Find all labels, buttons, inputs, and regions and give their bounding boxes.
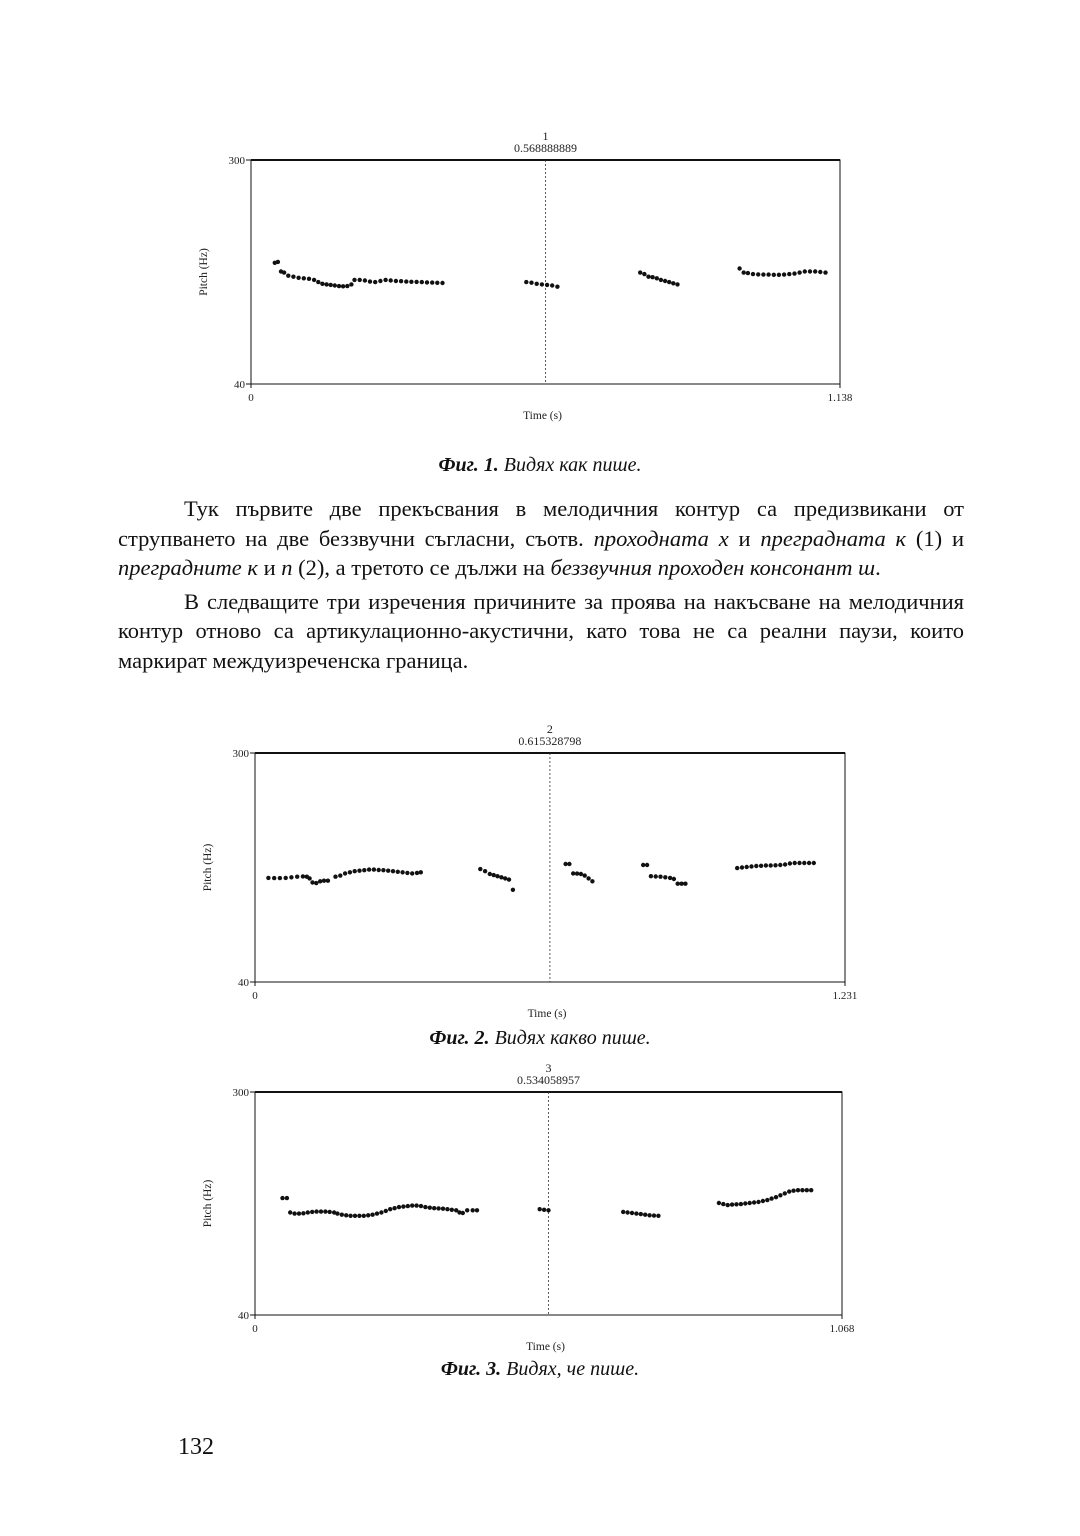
pitch-point-s0-8 bbox=[307, 876, 311, 880]
pitch-point-s3-14 bbox=[808, 269, 812, 273]
pitch-point-s0-14 bbox=[333, 283, 337, 287]
pitch-point-s4-2 bbox=[649, 874, 653, 878]
pitch-point-s0-0 bbox=[266, 876, 270, 880]
page-number: 132 bbox=[178, 1434, 214, 1460]
pitch-point-s0-36 bbox=[440, 281, 444, 285]
pitch-point-s0-23 bbox=[379, 1210, 383, 1214]
pitch-point-s0-24 bbox=[384, 1209, 388, 1213]
caption-fig2-prefix: Фиг. 2. bbox=[429, 1027, 490, 1049]
pitch-point-s0-6 bbox=[296, 276, 300, 280]
pitch-point-s0-42 bbox=[461, 1211, 465, 1215]
pitch-point-s1-12 bbox=[391, 869, 395, 873]
pitch-point-s2-7 bbox=[652, 1213, 656, 1217]
caption-fig1-text: Видях как пише. bbox=[503, 454, 642, 476]
caption-fig3 bbox=[0, 1358, 1080, 1381]
paragraph-1: Тук първите две прекъсвания в мелодичния контур са предизвикани от струпването на две беззвучни съгласни, съотв. проходната х и преградната к (1) и преградните к и п (2), а третото се дължи на беззвучния проходен консонант ш. bbox=[118, 496, 965, 580]
pitch-point-s1-2 bbox=[546, 1208, 550, 1212]
pitch-point-s5-8 bbox=[773, 863, 777, 867]
pitch-point-s0-11 bbox=[328, 1210, 332, 1214]
pitch-point-s3-11 bbox=[792, 271, 796, 275]
pitch-point-s5-13 bbox=[797, 861, 801, 865]
pitch-point-s3-4 bbox=[734, 1202, 738, 1206]
pitch-point-s2-4 bbox=[655, 276, 659, 280]
pitch-point-s0-18 bbox=[357, 1214, 361, 1218]
pitch-point-s0-4 bbox=[297, 1211, 301, 1215]
ytick-label-bottom: 40 bbox=[238, 1310, 249, 1322]
pitch-point-s1-16 bbox=[410, 871, 414, 875]
pitch-point-s3-12 bbox=[769, 1196, 773, 1200]
time-marker-value: 0.568888889 bbox=[513, 141, 577, 155]
pitch-point-s3-10 bbox=[787, 272, 791, 276]
figure-3 bbox=[0, 1052, 1080, 1357]
pitch-point-s0-9 bbox=[310, 880, 314, 884]
pitch-point-s3-2 bbox=[571, 871, 575, 875]
pitch-point-s3-0 bbox=[563, 862, 567, 866]
ytick-label-top: 300 bbox=[232, 1087, 249, 1099]
pitch-point-s3-15 bbox=[813, 269, 817, 273]
pitch-point-s3-6 bbox=[743, 1201, 747, 1205]
pitch-point-s5-5 bbox=[759, 864, 763, 868]
pitch-point-s0-6 bbox=[301, 874, 305, 878]
caption-fig1-prefix: Фиг. 1. bbox=[438, 454, 499, 476]
pitch-point-s1-9 bbox=[377, 868, 381, 872]
pitch-point-s4-4 bbox=[658, 875, 662, 879]
pitch-point-s2-3 bbox=[634, 1211, 638, 1215]
x-axis-label: Time (s) bbox=[526, 1341, 565, 1353]
pitch-point-s1-11 bbox=[386, 869, 390, 873]
pitch-point-s0-18 bbox=[349, 282, 353, 286]
pitch-point-s4-6 bbox=[668, 876, 672, 880]
pitch-point-s2-1 bbox=[483, 869, 487, 873]
pitch-point-s1-1 bbox=[529, 281, 533, 285]
pitch-point-s0-21 bbox=[370, 1213, 374, 1217]
pitch-point-s0-35 bbox=[432, 1206, 436, 1210]
pitch-point-s0-9 bbox=[312, 278, 316, 282]
pitch-point-s0-4 bbox=[289, 875, 293, 879]
pitch-point-s0-25 bbox=[388, 1207, 392, 1211]
pitch-point-s2-8 bbox=[656, 1214, 660, 1218]
xtick-label-start: 0 bbox=[248, 392, 254, 404]
pitch-point-s0-11 bbox=[320, 282, 324, 286]
pitch-point-s1-7 bbox=[367, 867, 371, 871]
pitch-point-s1-18 bbox=[419, 870, 423, 874]
pitch-point-s0-13 bbox=[326, 879, 330, 883]
pitch-point-s0-0 bbox=[280, 1196, 284, 1200]
pitch-point-s3-3 bbox=[730, 1202, 734, 1206]
pitch-point-s0-34 bbox=[428, 1206, 432, 1210]
pitch-point-s2-0 bbox=[638, 270, 642, 274]
pitch-point-s4-3 bbox=[654, 874, 658, 878]
pitch-point-s3-18 bbox=[796, 1188, 800, 1192]
pitch-point-s0-37 bbox=[441, 1207, 445, 1211]
pitch-point-s0-13 bbox=[335, 1211, 339, 1215]
pitch-point-s0-17 bbox=[345, 284, 349, 288]
pitch-point-s3-11 bbox=[765, 1198, 769, 1202]
pitch-point-s1-5 bbox=[550, 283, 554, 287]
pitch-point-s4-9 bbox=[679, 882, 683, 886]
pitch-point-s0-21 bbox=[363, 278, 367, 282]
pitch-point-s0-28 bbox=[401, 1204, 405, 1208]
pitch-point-s0-31 bbox=[414, 280, 418, 284]
pitch-point-s1-3 bbox=[540, 282, 544, 286]
pitch-point-s0-3 bbox=[292, 1211, 296, 1215]
pitch-point-s3-7 bbox=[748, 1201, 752, 1205]
pitch-point-s3-21 bbox=[809, 1188, 813, 1192]
pitch-point-s5-14 bbox=[802, 861, 806, 865]
pitch-point-s1-5 bbox=[357, 869, 361, 873]
pitch-point-s0-10 bbox=[316, 280, 320, 284]
pitch-point-s3-9 bbox=[782, 272, 786, 276]
pitch-point-s0-6 bbox=[306, 1210, 310, 1214]
pitch-point-s0-5 bbox=[301, 1211, 305, 1215]
chart-fig1 bbox=[0, 120, 1080, 430]
chart-fig3 bbox=[0, 1052, 1080, 1357]
pitch-point-s3-2 bbox=[746, 271, 750, 275]
pitch-point-s0-1 bbox=[276, 260, 280, 264]
pitch-point-s0-30 bbox=[410, 1203, 414, 1207]
pitch-point-s0-13 bbox=[329, 283, 333, 287]
pitch-point-s0-8 bbox=[307, 277, 311, 281]
pitch-point-s3-2 bbox=[726, 1203, 730, 1207]
pitch-point-s2-4 bbox=[495, 874, 499, 878]
pitch-point-s3-14 bbox=[778, 1193, 782, 1197]
pitch-point-s3-1 bbox=[567, 862, 571, 866]
pitch-point-s0-10 bbox=[314, 881, 318, 885]
pitch-point-s0-15 bbox=[337, 284, 341, 288]
pitch-point-s3-7 bbox=[772, 273, 776, 277]
pitch-point-s3-17 bbox=[791, 1189, 795, 1193]
pitch-point-s0-28 bbox=[399, 279, 403, 283]
pitch-point-s1-0 bbox=[538, 1207, 542, 1211]
pitch-point-s2-5 bbox=[659, 278, 663, 282]
pitch-point-s1-8 bbox=[372, 867, 376, 871]
pitch-point-s0-22 bbox=[368, 279, 372, 283]
xtick-label-start: 0 bbox=[252, 990, 258, 1002]
pitch-point-s5-11 bbox=[788, 861, 792, 865]
pitch-point-s0-9 bbox=[319, 1209, 323, 1213]
pitch-point-s0-20 bbox=[366, 1213, 370, 1217]
pitch-point-s5-9 bbox=[778, 863, 782, 867]
pitch-point-s0-30 bbox=[409, 280, 413, 284]
pitch-point-s2-2 bbox=[488, 872, 492, 876]
pitch-point-s1-17 bbox=[415, 871, 419, 875]
pitch-point-s4-5 bbox=[663, 875, 667, 879]
ytick-label-bottom: 40 bbox=[234, 379, 245, 391]
pitch-point-s0-20 bbox=[358, 278, 362, 282]
pitch-point-s3-4 bbox=[579, 872, 583, 876]
pitch-point-s2-5 bbox=[499, 875, 503, 879]
pitch-point-s2-6 bbox=[647, 1213, 651, 1217]
pitch-point-s0-10 bbox=[323, 1209, 327, 1213]
pitch-point-s0-23 bbox=[373, 280, 377, 284]
pitch-point-s1-6 bbox=[555, 285, 559, 289]
pitch-point-s0-16 bbox=[348, 1214, 352, 1218]
pitch-point-s3-4 bbox=[756, 272, 760, 276]
pitch-point-s5-16 bbox=[812, 861, 816, 865]
xtick-label-end: 1.068 bbox=[829, 1323, 855, 1335]
pitch-point-s3-1 bbox=[742, 270, 746, 274]
pitch-point-s0-32 bbox=[420, 280, 424, 284]
pitch-point-s0-14 bbox=[340, 1213, 344, 1217]
pitch-point-s1-13 bbox=[396, 870, 400, 874]
pitch-point-s0-22 bbox=[375, 1211, 379, 1215]
pitch-point-s3-5 bbox=[761, 272, 765, 276]
x-axis-label: Time (s) bbox=[523, 410, 562, 422]
pitch-point-s5-10 bbox=[783, 862, 787, 866]
caption-fig3-prefix: Фиг. 3. bbox=[440, 1358, 502, 1380]
time-marker-value: 0.534058957 bbox=[517, 1073, 581, 1087]
pitch-point-s3-5 bbox=[739, 1202, 743, 1206]
pitch-point-s4-7 bbox=[672, 877, 676, 881]
caption-fig2-text: Видях какво пише. bbox=[494, 1027, 651, 1049]
pitch-point-s3-10 bbox=[761, 1199, 765, 1203]
pitch-point-s0-12 bbox=[324, 282, 328, 286]
caption-fig2 bbox=[0, 1027, 1080, 1050]
pitch-point-s0-33 bbox=[425, 280, 429, 284]
pitch-point-s2-7 bbox=[667, 280, 671, 284]
pitch-point-s0-17 bbox=[353, 1214, 357, 1218]
pitch-point-s0-35 bbox=[435, 281, 439, 285]
pitch-point-s1-4 bbox=[545, 283, 549, 287]
pitch-point-s0-19 bbox=[352, 278, 356, 282]
pitch-point-s0-24 bbox=[378, 279, 382, 283]
caption-fig1 bbox=[0, 454, 1080, 477]
pitch-point-s3-6 bbox=[586, 876, 590, 880]
pitch-point-s2-1 bbox=[642, 272, 646, 276]
y-axis-label: Pitch (Hz) bbox=[202, 843, 214, 892]
pitch-point-s5-3 bbox=[749, 864, 753, 868]
pitch-point-s3-19 bbox=[800, 1188, 804, 1192]
pitch-point-s1-1 bbox=[338, 873, 342, 877]
figure-2 bbox=[0, 712, 1080, 1027]
pitch-point-s2-7 bbox=[507, 877, 511, 881]
pitch-point-s3-12 bbox=[797, 270, 801, 274]
pitch-point-s0-44 bbox=[471, 1208, 475, 1212]
pitch-point-s3-15 bbox=[783, 1191, 787, 1195]
time-marker-index: 3 bbox=[545, 1061, 552, 1075]
xtick-label-start: 0 bbox=[252, 1323, 258, 1335]
pitch-point-s0-26 bbox=[389, 278, 393, 282]
pitch-point-s2-6 bbox=[663, 279, 667, 283]
pitch-point-s3-5 bbox=[583, 873, 587, 877]
pitch-point-s0-39 bbox=[450, 1208, 454, 1212]
pitch-point-s3-13 bbox=[774, 1195, 778, 1199]
pitch-point-s5-7 bbox=[769, 863, 773, 867]
pitch-point-s0-7 bbox=[310, 1210, 314, 1214]
pitch-point-s5-4 bbox=[754, 864, 758, 868]
pitch-point-s2-3 bbox=[650, 275, 654, 279]
pitch-point-s1-4 bbox=[353, 869, 357, 873]
pitch-point-s1-0 bbox=[333, 875, 337, 879]
pitch-point-s0-27 bbox=[394, 279, 398, 283]
pitch-point-s4-1 bbox=[645, 863, 649, 867]
pitch-point-s2-0 bbox=[478, 867, 482, 871]
pitch-point-s5-1 bbox=[740, 865, 744, 869]
pitch-point-s3-0 bbox=[737, 266, 741, 270]
time-marker-value: 0.615328798 bbox=[518, 734, 582, 748]
pitch-point-s0-25 bbox=[383, 278, 387, 282]
pitch-point-s2-4 bbox=[639, 1212, 643, 1216]
pitch-point-s0-31 bbox=[414, 1203, 418, 1207]
xtick-label-end: 1.231 bbox=[832, 990, 858, 1002]
pitch-point-s2-2 bbox=[630, 1211, 634, 1215]
chart-fig2 bbox=[0, 712, 1080, 1027]
pitch-point-s1-14 bbox=[400, 870, 404, 874]
pitch-point-s1-10 bbox=[381, 868, 385, 872]
pitch-point-s1-15 bbox=[405, 871, 409, 875]
time-marker-index: 1 bbox=[542, 129, 549, 143]
pitch-point-s0-34 bbox=[430, 280, 434, 284]
pitch-point-s1-2 bbox=[343, 871, 347, 875]
pitch-point-s3-0 bbox=[717, 1201, 721, 1205]
pitch-point-s0-2 bbox=[278, 876, 282, 880]
pitch-point-s0-7 bbox=[302, 276, 306, 280]
pitch-point-s0-29 bbox=[406, 1204, 410, 1208]
paragraph-2: В следващите три изречения причините за проява на накъсване на мелодичния контур отново са артикулационно-акустични, като това не са реални паузи, които маркират междуизреченска граница. bbox=[118, 588, 964, 673]
pitch-point-s3-1 bbox=[721, 1202, 725, 1206]
pitch-point-s1-3 bbox=[348, 870, 352, 874]
pitch-point-s2-9 bbox=[675, 282, 679, 286]
pitch-point-s0-32 bbox=[419, 1204, 423, 1208]
pitch-point-s2-2 bbox=[646, 275, 650, 279]
pitch-point-s1-2 bbox=[535, 282, 539, 286]
pitch-point-s0-1 bbox=[272, 876, 276, 880]
pitch-point-s0-4 bbox=[286, 274, 290, 278]
pitch-point-s2-3 bbox=[492, 873, 496, 877]
pitch-point-s0-29 bbox=[404, 279, 408, 283]
pitch-point-s2-8 bbox=[511, 888, 515, 892]
pitch-point-s0-5 bbox=[291, 275, 295, 279]
pitch-point-s1-0 bbox=[524, 280, 528, 284]
pitch-point-s3-20 bbox=[805, 1188, 809, 1192]
pitch-point-s2-8 bbox=[671, 281, 675, 285]
figure-1 bbox=[0, 120, 1080, 430]
pitch-point-s4-8 bbox=[676, 882, 680, 886]
pitch-point-s2-1 bbox=[625, 1210, 629, 1214]
body-text bbox=[118, 494, 964, 675]
pitch-point-s5-12 bbox=[793, 861, 797, 865]
ytick-label-top: 300 bbox=[228, 155, 245, 167]
y-axis-label: Pitch (Hz) bbox=[198, 248, 210, 296]
pitch-point-s3-3 bbox=[575, 871, 579, 875]
pitch-point-s4-10 bbox=[683, 882, 687, 886]
pitch-point-s0-11 bbox=[318, 879, 322, 883]
pitch-point-s3-8 bbox=[777, 273, 781, 277]
pitch-point-s0-16 bbox=[341, 284, 345, 288]
pitch-point-s0-38 bbox=[445, 1207, 449, 1211]
pitch-point-s2-5 bbox=[643, 1213, 647, 1217]
pitch-point-s0-3 bbox=[282, 270, 286, 274]
pitch-point-s1-1 bbox=[542, 1208, 546, 1212]
pitch-point-s0-1 bbox=[285, 1196, 289, 1200]
y-axis-label: Pitch (Hz) bbox=[202, 1179, 214, 1228]
pitch-point-s5-0 bbox=[735, 866, 739, 870]
pitch-point-s3-13 bbox=[803, 269, 807, 273]
pitch-point-s5-6 bbox=[764, 863, 768, 867]
pitch-point-s0-5 bbox=[295, 875, 299, 879]
time-marker-index: 2 bbox=[546, 722, 553, 736]
pitch-point-s0-27 bbox=[397, 1205, 401, 1209]
xtick-label-end: 1.138 bbox=[827, 392, 853, 404]
ytick-label-bottom: 40 bbox=[238, 977, 249, 989]
pitch-point-s3-17 bbox=[823, 270, 827, 274]
pitch-point-s3-16 bbox=[818, 270, 822, 274]
pitch-point-s3-9 bbox=[756, 1200, 760, 1204]
pitch-point-s0-12 bbox=[322, 879, 326, 883]
pitch-point-s0-33 bbox=[423, 1205, 427, 1209]
pitch-point-s0-26 bbox=[392, 1206, 396, 1210]
pitch-point-s0-15 bbox=[344, 1213, 348, 1217]
pitch-point-s2-0 bbox=[621, 1210, 625, 1214]
pitch-point-s0-8 bbox=[314, 1209, 318, 1213]
pitch-point-s3-16 bbox=[787, 1189, 791, 1193]
pitch-point-s0-36 bbox=[436, 1206, 440, 1210]
pitch-point-s0-19 bbox=[362, 1214, 366, 1218]
pitch-point-s3-3 bbox=[751, 272, 755, 276]
pitch-point-s4-0 bbox=[641, 863, 645, 867]
pitch-point-s3-7 bbox=[590, 879, 594, 883]
pitch-point-s0-2 bbox=[288, 1210, 292, 1214]
pitch-point-s3-6 bbox=[766, 272, 770, 276]
pitch-point-s0-45 bbox=[475, 1208, 479, 1212]
pitch-point-s5-15 bbox=[807, 861, 811, 865]
ytick-label-top: 300 bbox=[232, 748, 249, 760]
caption-fig3-text: Видях, че пише. bbox=[506, 1358, 640, 1380]
pitch-point-s3-8 bbox=[752, 1200, 756, 1204]
pitch-point-s2-6 bbox=[503, 876, 507, 880]
pitch-point-s0-43 bbox=[465, 1208, 469, 1212]
pitch-point-s5-2 bbox=[745, 865, 749, 869]
pitch-point-s0-3 bbox=[284, 876, 288, 880]
pitch-point-s1-6 bbox=[362, 868, 366, 872]
x-axis-label: Time (s) bbox=[527, 1008, 567, 1020]
